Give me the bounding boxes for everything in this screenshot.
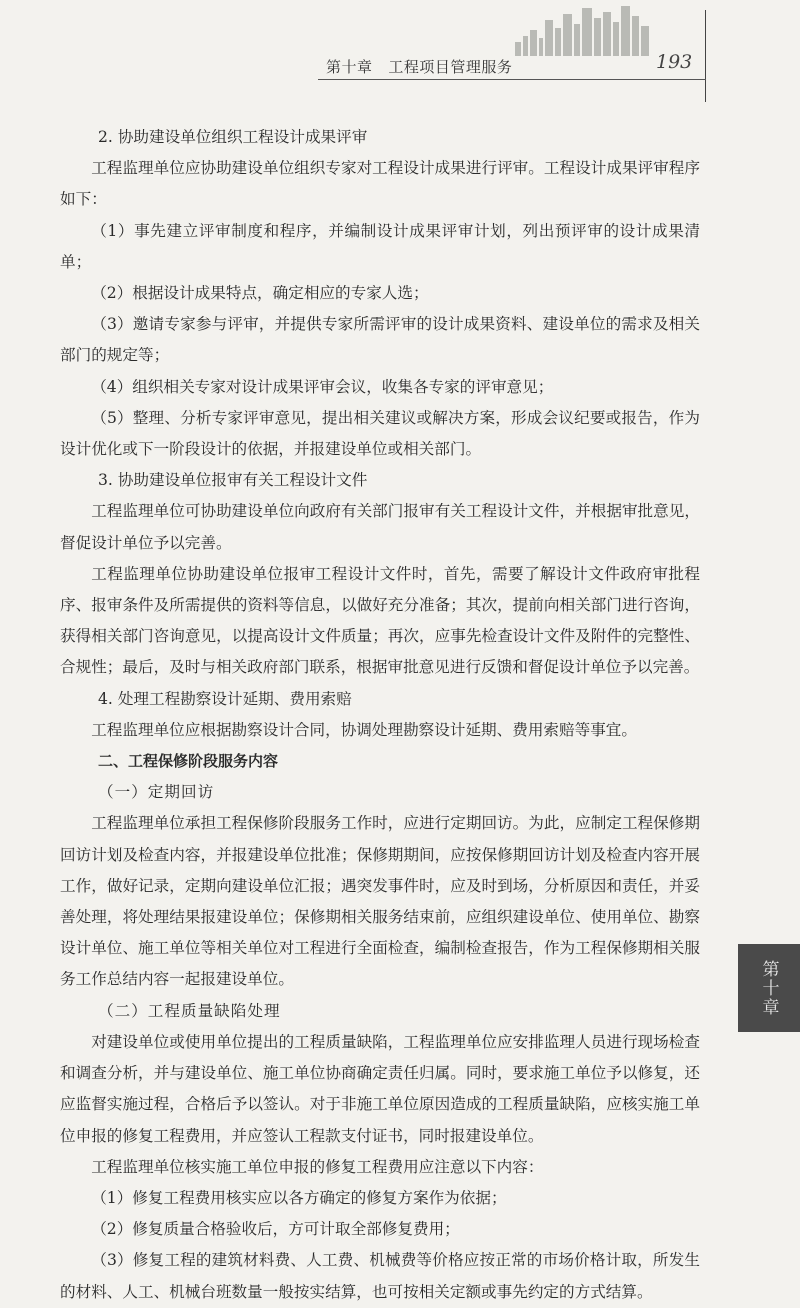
section-heading: 2. 协助建设单位组织工程设计成果评审	[98, 128, 368, 146]
chapter-section-heading: 二、工程保修阶段服务内容	[98, 752, 279, 771]
paragraph: 工程监理单位应根据勘察设计合同，协调处理勘察设计延期、费用索赔等事宜。	[91, 720, 637, 739]
subsection-heading: （二）工程质量缺陷处理	[98, 1001, 281, 1020]
list-item: （1）修复工程费用核实应以各方确定的修复方案作为依据；	[91, 1188, 507, 1207]
paragraph: 工程监理单位核实施工单位申报的修复工程费用应注意以下内容：	[91, 1157, 544, 1176]
paragraph: 工程监理单位承担工程保修阶段服务工作时，应进行定期回访。为此，应制定工程保修期回访计划及检查内容，并报建设单位批准；保修期期间，应按保修期回访计划及检查内容开展工作，做好记录，定期向建设单位汇报；遇突发事件时，应及时到场，分析原因和责任，并妥善处理，将处理结果报建设单位；保修期相关服务结束前，应组织建设单位、使用单位、勘察设计单位、施工单位等相关单位对工程进行全面检查，编制检查报告，作为工程保修期相关服务工作总结内容一起报建设单位。	[60, 814, 700, 989]
skyline-decoration	[505, 0, 655, 58]
paragraph: 对建设单位或使用单位提出的工程质量缺陷，工程监理单位应安排监理人员进行现场检查和调查分析，并与建设单位、施工单位协商确定责任归属。同时，要求施工单位予以修复，还应监督实施过程，合格后予以签认。对于非施工单位原因造成的工程质量缺陷，应核实施工单位申报的修复工程费用，并应签认工程款支付证书，同时报建设单位。	[60, 1032, 700, 1145]
subsection-heading: （一）定期回访	[98, 783, 215, 802]
running-head	[326, 56, 512, 77]
paragraph: 工程监理单位应协助建设单位组织专家对工程设计成果进行评审。工程设计成果评审程序如下：	[60, 159, 700, 209]
list-item: （4）组织相关专家对设计成果评审会议，收集各专家的评审意见；	[91, 377, 554, 396]
list-item: （2）修复质量合格验收后，方可计取全部修复费用；	[91, 1220, 460, 1239]
list-item: （5）整理、分析专家评审意见，提出相关建议或解决方案，形成会议纪要或报告，作为设计优化或下一阶段设计的依据，并报建设单位或相关部门。	[60, 408, 700, 459]
body-text	[60, 122, 700, 1308]
page-number: 193	[656, 51, 693, 73]
section-heading: 3. 协助建设单位报审有关工程设计文件	[98, 471, 368, 490]
running-head-title: 工程项目管理服务	[388, 58, 513, 76]
header-rule	[318, 79, 706, 80]
list-item: （3）邀请专家参与评审，并提供专家所需评审的设计成果资料、建设单位的需求及相关部门的规定等；	[60, 315, 700, 365]
list-item: （1）事先建立评审制度和程序，并编制设计成果评审计划，列出预评审的设计成果清单；	[60, 221, 700, 271]
chapter-side-tab-label: 第十章	[758, 959, 779, 1017]
paragraph: 工程监理单位可协助建设单位向政府有关部门报审有关工程设计文件，并根据审批意见，督促设计单位予以完善。	[60, 502, 700, 552]
list-item: （2）根据设计成果特点，确定相应的专家人选；	[91, 284, 429, 303]
list-item: （3）修复工程的建筑材料费、人工费、机械费等价格应按正常的市场价格计取，所发生的材料、人工、机械台班数量一般按实结算，也可按相关定额或事先约定的方式结算。	[60, 1251, 700, 1301]
section-heading: 4. 处理工程勘察设计延期、费用索赔	[98, 689, 352, 708]
chapter-side-tab	[738, 944, 800, 1032]
running-head-chapter: 第十章	[326, 58, 373, 76]
paragraph: 工程监理单位协助建设单位报审工程设计文件时，首先，需要了解设计文件政府审批程序、报审条件及所需提供的资料等信息，以做好充分准备；其次，提前向相关部门进行咨询，获得相关部门咨询意见，以提高设计文件质量；再次，应事先检查设计文件及附件的完整性、合规性；最后，及时与相关政府部门联系，根据审批意见进行反馈和督促设计单位予以完善。	[60, 564, 700, 677]
